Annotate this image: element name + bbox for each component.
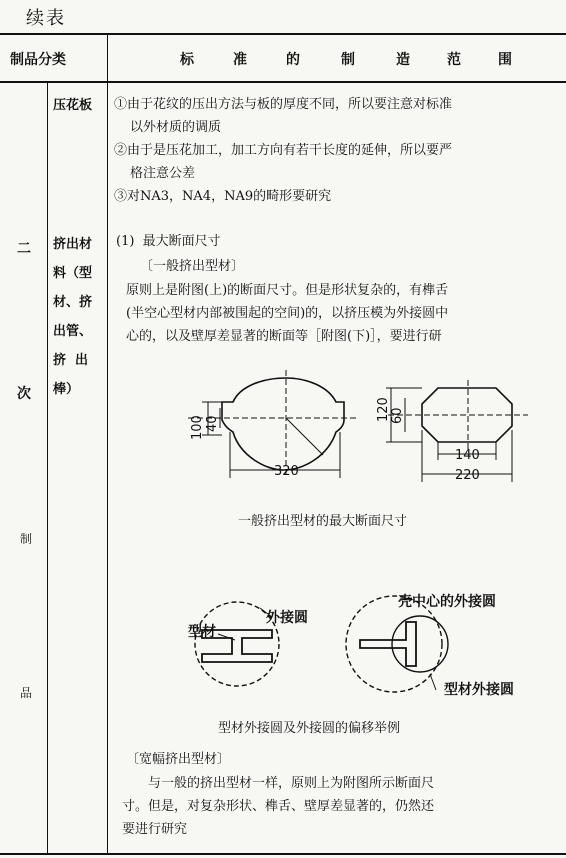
category-char-1: 二 [17, 241, 31, 257]
wide-text-line: 与一般的挤出型材一样，原则上为附图所示断面尺 [148, 776, 435, 791]
category-char-4: 品 [20, 686, 33, 700]
dim-140: 140 [455, 448, 480, 463]
header-char-7: 围 [498, 52, 512, 68]
header-product-category: 制品分类 [10, 52, 66, 68]
wide-extrusion-label: 〔宽幅挤出型材〕 [126, 752, 231, 767]
wide-text-line: 寸。但是，对复杂形状、榫舌、壁厚差显著的，仍然还 [122, 799, 435, 814]
dim-220: 220 [455, 468, 480, 483]
dim-120: 120 [376, 397, 391, 422]
pressed-item-2-cont: 格注意公差 [130, 166, 196, 181]
dim-320: 320 [274, 464, 299, 479]
figure-circumscribed-circle [180, 582, 550, 702]
column-divider-1 [47, 83, 48, 853]
subcategory-line: 挤 出 [53, 353, 89, 368]
general-text-line: (半空心型材内部被围起的空间)的，以挤压模为外接圆中 [126, 306, 449, 321]
table-top-border [0, 33, 566, 35]
subcategory-line: 料（型 [53, 266, 93, 281]
pressed-item-2: ②由于是压花加工，加工方向有若干长度的延伸，所以要严 [114, 143, 453, 158]
general-text-line: 原则上是附图(上)的断面尺寸。但是形状复杂的，有榫舌 [126, 283, 449, 298]
dim-60: 60 [390, 407, 405, 424]
subcategory-line: 挤出材 [53, 237, 93, 252]
figure-max-section-dimensions [108, 370, 566, 495]
subcategory-line: 棒） [53, 382, 80, 397]
figure1-caption: 一般挤出型材的最大断面尺寸 [238, 514, 408, 529]
header-char-2: 准 [233, 52, 247, 68]
subcategory-pressed-plate: 压花板 [53, 98, 93, 113]
header-char-5: 造 [396, 52, 410, 68]
dim-40: 40 [205, 415, 220, 432]
general-extrusion-label: 〔一般挤出型材〕 [140, 259, 245, 274]
header-char-6: 范 [447, 52, 461, 68]
header-char-3: 的 [286, 52, 300, 68]
pressed-plate-items [114, 93, 452, 208]
subcategory-extruded [53, 230, 92, 404]
dim-100: 100 [190, 415, 205, 440]
subcategory-line: 出管、 [53, 324, 93, 339]
label-profile-outer-circle: 型材外接圆 [444, 682, 514, 698]
table-bottom-border [0, 853, 566, 855]
label-profile: 型材 [188, 624, 216, 640]
section-heading-max-dimension: (1) 最大断面尺寸 [116, 234, 221, 249]
table-caption: 续表 [26, 8, 66, 29]
general-text-line: 心的，以及壁厚差显著的断面等［附图(下)］，要进行研 [126, 329, 442, 344]
general-extrusion-text [126, 279, 448, 348]
pressed-item-3: ③对NA3，NA4，NA9的畸形要研究 [114, 189, 332, 204]
header-char-4: 制 [341, 52, 355, 68]
figure2-caption: 型材外接圆及外接圆的偏移举例 [218, 721, 401, 736]
category-char-2: 次 [17, 386, 31, 402]
t-profile [360, 622, 416, 666]
header-char-1: 标 [180, 52, 194, 68]
pressed-item-1-cont: 以外材质的调质 [130, 120, 222, 135]
label-center-outer-circle: 壳中心的外接圆 [398, 594, 496, 610]
label-outer-circle: 外接圆 [266, 610, 308, 626]
pressed-item-1: ①由于花纹的压出方法与板的厚度不同，所以要注意对标准 [114, 97, 453, 112]
wide-text-line: 要进行研究 [122, 822, 188, 837]
round-profile-shape [222, 378, 344, 470]
subcategory-line: 材、挤 [53, 295, 93, 310]
category-char-3: 制 [20, 532, 33, 546]
header-bottom-border [0, 81, 566, 83]
wide-extrusion-text [122, 772, 434, 841]
